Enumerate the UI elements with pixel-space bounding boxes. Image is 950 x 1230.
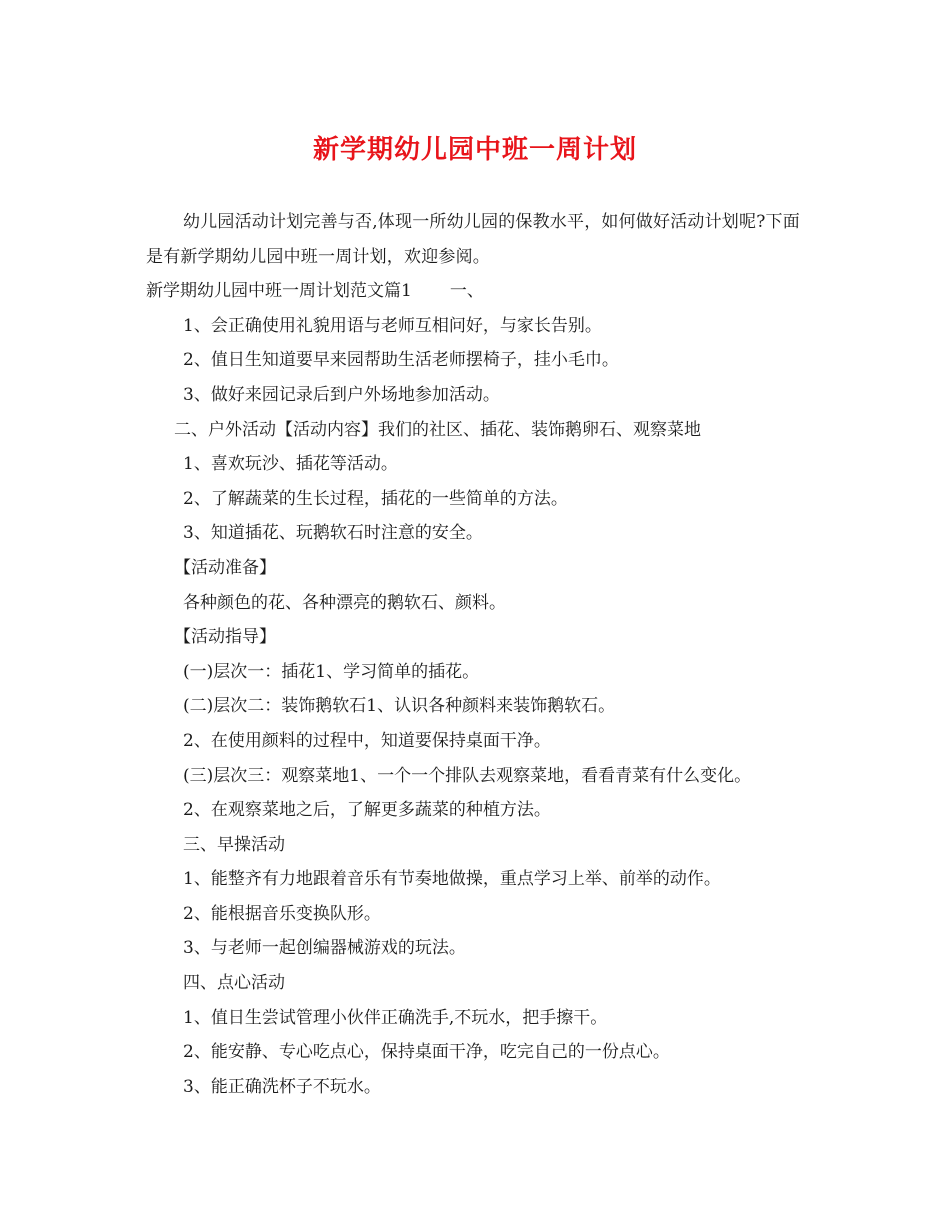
- body-line: 2、值日生知道要早来园帮助生活老师摆椅子，挂小毛巾。: [183, 350, 619, 371]
- body-line: 2、能安静、专心吃点心，保持桌面干净，吃完自己的一份点心。: [183, 1042, 670, 1063]
- body-line: 3、能正确洗杯子不玩水。: [183, 1076, 381, 1097]
- section-heading-number: 一、: [449, 281, 484, 302]
- body-line: 3、与老师一起创编器械游戏的玩法。: [183, 938, 466, 959]
- body-line: 2、能根据音乐变换队形。: [183, 903, 381, 924]
- body-line: (二)层次二：装饰鹅软石1、认识各种颜料来装饰鹅软石。: [183, 696, 616, 717]
- body-line: 【活动准备】: [174, 557, 276, 578]
- body-line: 1、喜欢玩沙、插花等活动。: [183, 454, 398, 475]
- body-line: 2、在观察菜地之后，了解更多蔬菜的种植方法。: [183, 800, 551, 821]
- body-line: 3、做好来园记录后到户外场地参加活动。: [183, 384, 500, 405]
- body-line: 三、早操活动: [183, 834, 285, 855]
- body-line: 二、户外活动【活动内容】我们的社区、插花、装饰鹅卵石、观察菜地: [174, 419, 701, 440]
- body-line: (三)层次三：观察菜地1、一个一个排队去观察菜地，看看青菜有什么变化。: [183, 765, 752, 786]
- body-line: 3、知道插花、玩鹅软石时注意的安全。: [183, 523, 483, 544]
- body-line: 各种颜色的花、各种漂亮的鹅软石、颜料。: [183, 592, 506, 613]
- document-title: 新学期幼儿园中班一周计划: [312, 135, 637, 165]
- section-heading-text: 新学期幼儿园中班一周计划范文篇1: [146, 281, 412, 302]
- body-line: 1、能整齐有力地跟着音乐有节奏地做操，重点学习上举、前举的动作。: [183, 869, 721, 890]
- body-line: 2、了解蔬菜的生长过程，插花的一些简单的方法。: [183, 488, 568, 509]
- document-body: [146, 205, 811, 1104]
- body-line: 四、点心活动: [183, 973, 285, 994]
- intro-paragraph: 幼儿园活动计划完善与否,体现一所幼儿园的保教水平，如何做好活动计划呢?下面是有新学期幼儿园中班一周计划，欢迎参阅。: [146, 212, 800, 267]
- body-line: 1、会正确使用礼貌用语与老师互相问好，与家长告别。: [183, 315, 602, 336]
- body-line: 【活动指导】: [174, 627, 276, 648]
- section-heading: [146, 274, 811, 309]
- body-line: 1、值日生尝试管理小伙伴正确洗手,不玩水，把手擦干。: [183, 1007, 608, 1028]
- body-line: (一)层次一：插花1、学习简单的插花。: [183, 661, 480, 682]
- body-line: 2、在使用颜料的过程中，知道要保持桌面干净。: [183, 730, 551, 751]
